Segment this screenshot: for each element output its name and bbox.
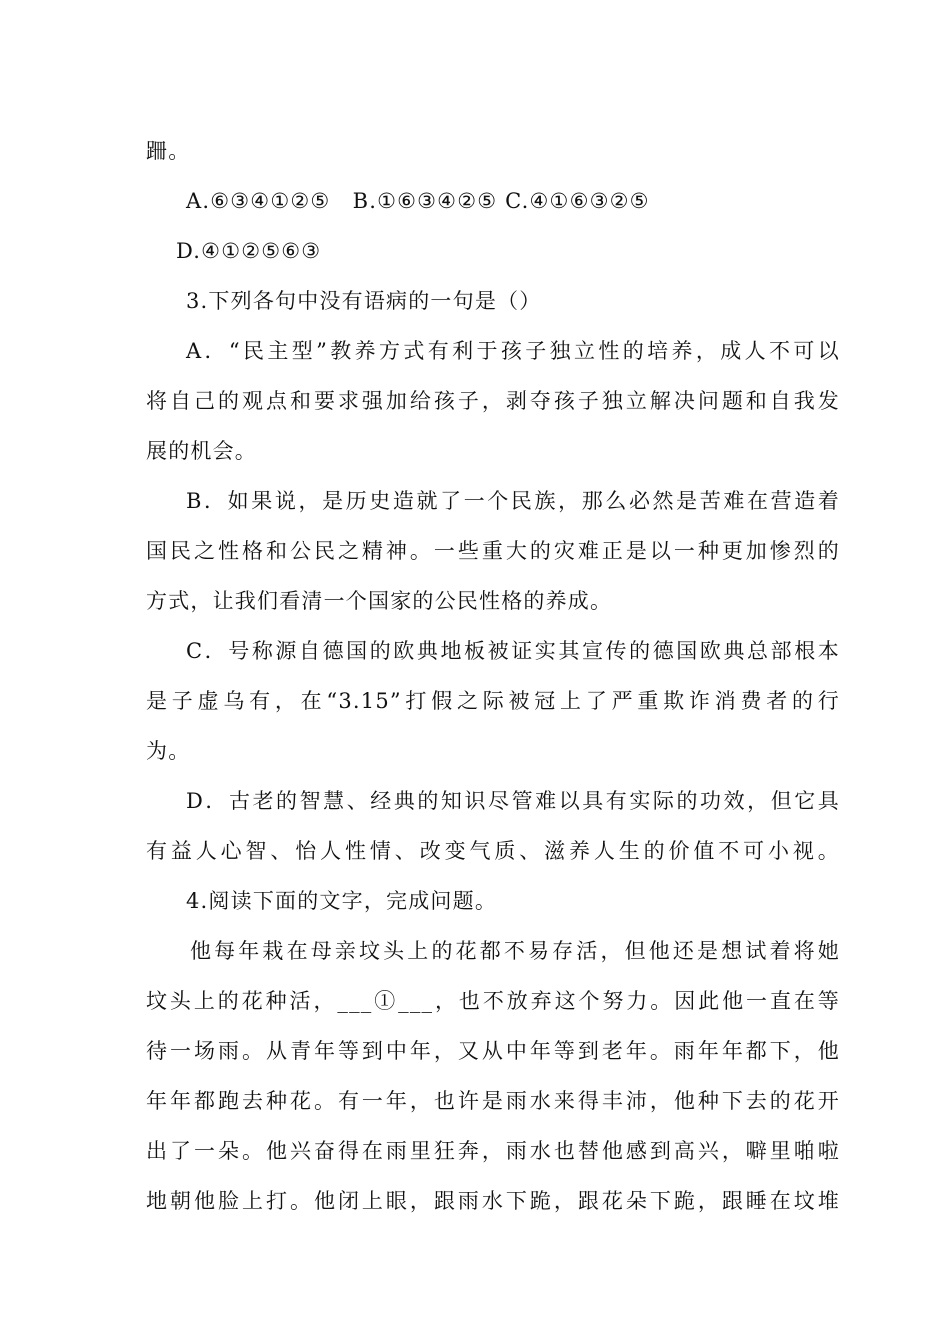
option-c-line-1: C．号称源自德国的欧典地板被证实其宣传的德国欧典总部根本 xyxy=(186,639,840,663)
question-3: 3.下列各句中没有语病的一句是（） xyxy=(186,289,542,313)
text-line-1: 跚。 xyxy=(146,139,191,163)
option-b-line-2: 国民之性格和公民之精神。一些重大的灾难正是以一种更加惨烈的 xyxy=(146,539,840,563)
passage-line-2: 坟头上的花种活，___①___，也不放弃这个努力。因此他一直在等 xyxy=(146,989,840,1013)
passage-line-6: 地朝他脸上打。他闭上眼，跟雨水下跪，跟花朵下跪，跟睡在坟堆 xyxy=(146,1189,840,1213)
question-4: 4.阅读下面的文字，完成问题。 xyxy=(186,889,498,913)
option-b-line-3: 方式，让我们看清一个国家的公民性格的养成。 xyxy=(146,589,613,613)
passage-line-1: 他每年栽在母亲坟头上的花都不易存活，但他还是想试着将她 xyxy=(190,939,840,963)
option-c-line-3: 为。 xyxy=(146,739,191,763)
option-d-line-2: 有益人心智、怡人性情、改变气质、滋养人生的价值不可小视。 xyxy=(146,839,840,863)
option-a-line-3: 展的机会。 xyxy=(146,439,257,463)
option-c-line-2: 是子虚乌有，在“3.15”打假之际被冠上了严重欺诈消费者的行 xyxy=(146,689,840,713)
option-line-d: D.④①②⑤⑥③ xyxy=(176,239,322,263)
option-d-line-1: D．古老的智慧、经典的知识尽管难以具有实际的功效，但它具 xyxy=(186,789,840,813)
option-b-line-1: B．如果说，是历史造就了一个民族，那么必然是苦难在营造着 xyxy=(186,489,840,513)
option-a-line-2: 将自己的观点和要求强加给孩子，剥夺孩子独立解决问题和自我发 xyxy=(146,389,840,413)
option-line-abc: A.⑥③④①②⑤ B.①⑥③④②⑤ C.④①⑥③②⑤ xyxy=(186,189,650,213)
passage-line-3: 待一场雨。从青年等到中年，又从中年等到老年。雨年年都下，他 xyxy=(146,1039,840,1063)
passage-line-4: 年年都跑去种花。有一年，也许是雨水来得丰沛，他种下去的花开 xyxy=(146,1089,840,1113)
passage-line-5: 出了一朵。他兴奋得在雨里狂奔，雨水也替他感到高兴，噼里啪啦 xyxy=(146,1139,840,1163)
option-a-line-1: A．“民主型”教养方式有利于孩子独立性的培养，成人不可以 xyxy=(186,339,840,363)
